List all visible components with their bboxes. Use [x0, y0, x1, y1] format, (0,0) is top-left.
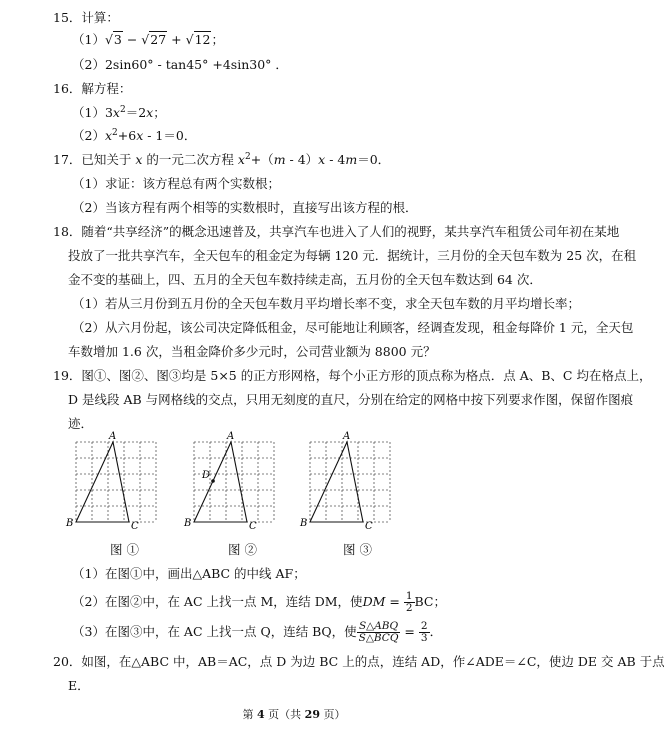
grid-figure-2: [184, 430, 296, 530]
q19-line3: 迹．: [68, 416, 94, 431]
label-d: D: [202, 470, 211, 481]
q19-part2: （2）在图②中，在 AC 上找一点 M，连结 DM，使DM = $\frac{1}{2}$ BC；: [72, 590, 446, 614]
label-b: B: [300, 518, 308, 529]
caption-figure-3: 图 ③: [343, 542, 372, 557]
label-a: A: [109, 431, 117, 442]
q18-line2: 投放了一批共享汽车，全天包车的租金定为每辆 120 元．据统计，三月份的全天包车数为 25 次，在租: [68, 248, 637, 263]
fraction-one-half: $\frac{1}{2}$: [405, 590, 413, 614]
q16-part2: $(2)x^2+6x - 1=0$．: [72, 127, 197, 143]
label-b: B: [66, 518, 74, 529]
page-footer: 第 4 页（共 29 页）: [242, 708, 346, 721]
q19-line2: D 是线段 AB 与网格线的交点，只用无刻度的直尺，分别在给定的网格中按下列要求作图，保留作图痕: [68, 392, 634, 407]
q18-line1: 18．随着“共享经济”的概念迅速普及，共享汽车也进入了人们的视野，某共享汽车租赁公司年初在某地: [53, 224, 620, 239]
q17-title: 17．已知关于 x 的一元二次方程 $x^2+(m - 4)x - 4m=0$．: [53, 151, 391, 167]
q19-line1: 19．图①、图②、图③均是 5×5 的正方形网格，每个小正方形的顶点称为格点．点 A、B、C 均在格点上，: [53, 368, 652, 383]
q20-line2: E．: [68, 678, 90, 693]
q19-part1: （1）在图①中，画出△ABC 的中线 AF；: [72, 566, 306, 581]
grid-figure-1: [66, 430, 178, 530]
label-b: B: [184, 518, 192, 529]
fraction-two-thirds: $\frac{2}{3}$: [420, 620, 428, 644]
fraction-area-ratio: $\frac{\text{S△ABQ}}{\text{S△BCQ}}$: [358, 620, 399, 644]
q17-part1: （1）求证：该方程总有两个实数根；: [72, 176, 280, 191]
point-d: [211, 479, 215, 483]
current-page-number: 4: [257, 708, 265, 721]
q16-title: 16．解方程：: [53, 81, 132, 96]
caption-figure-1: 图 ①: [110, 542, 139, 557]
label-a: A: [227, 431, 235, 442]
q15-part2: （2）2sin60° - tan45° +4sin30° ．: [72, 57, 288, 72]
caption-figure-2: 图 ②: [228, 542, 257, 557]
q17-part2: （2）当该方程有两个相等的实数根时，直接写出该方程的根．: [72, 200, 418, 215]
q19-part3: （3）在图③中，在 AC 上找一点 Q，连结 BQ，使 $\frac{\text{S△ABQ}}{\text{S△BCQ}}$ = $\frac{2}{3}$ ．: [72, 620, 443, 644]
label-a: A: [343, 431, 351, 442]
label-c: C: [365, 521, 373, 532]
label-c: C: [249, 521, 257, 532]
grid-figure-3: [300, 430, 412, 530]
q18-part2-line1: （2）从六月份起，该公司决定降低租金，尽可能地让利顾客，经调查发现，租金每降价 1 元，全天包: [72, 320, 634, 335]
q15-title: 15．计算：: [53, 10, 119, 25]
q18-part2-line2: 车数增加 1.6 次，当租金降价多少元时，公司营业额为 8800 元？: [68, 344, 436, 359]
triangle-abc: [194, 442, 247, 522]
triangle-abc: [310, 442, 363, 522]
q18-line3: 金不变的基础上，四、五月的全天包车数持续走高，五月份的全天包车数达到 64 次．: [68, 272, 542, 287]
triangle-abc: [76, 442, 129, 522]
total-page-count: 29: [304, 708, 320, 721]
q16-part1: $(1)3x^2=2x$；: [72, 104, 166, 120]
label-c: C: [131, 521, 139, 532]
q18-part1: （1）若从三月份到五月份的全天包车数月平均增长率不变，求全天包车数的月平均增长率；: [72, 296, 580, 311]
q20-line1: 20．如图，在△ABC 中，AB＝AC，点 D 为边 BC 上的点，连结 AD，作∠ADE＝∠C，使边 DE 交 AB 于点: [53, 654, 665, 669]
q15-part1: （1）√3 − √27 + √12；: [72, 32, 224, 47]
